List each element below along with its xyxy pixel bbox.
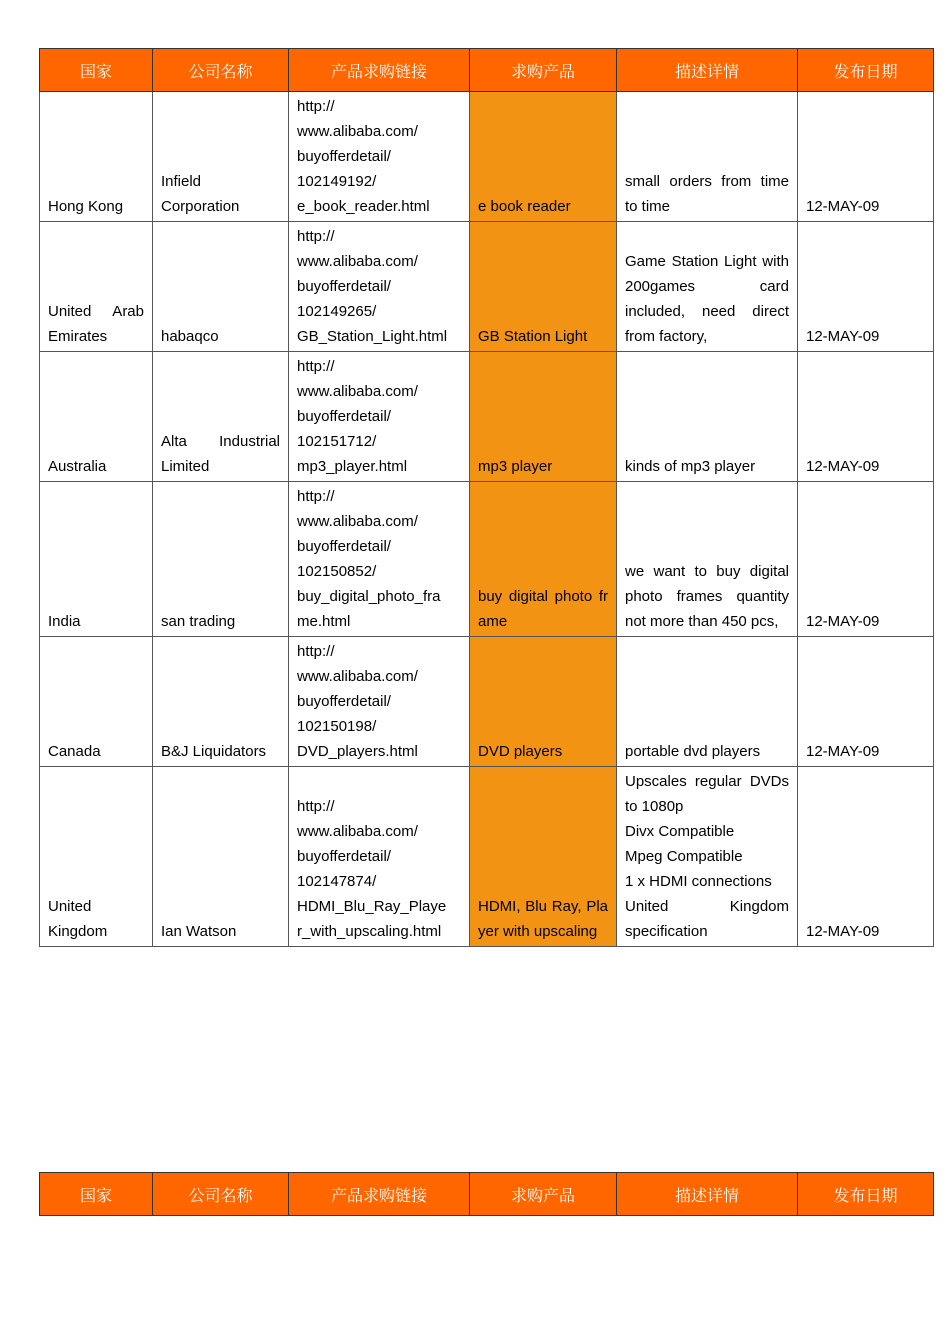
header-date: 发布日期 — [798, 1173, 934, 1216]
company-cell — [153, 222, 289, 352]
desc-text: small orders from time to time — [625, 173, 789, 215]
country-cell — [40, 222, 153, 352]
product-text: GB Station Light — [478, 328, 588, 345]
header-company: 公司名称 — [153, 1173, 289, 1216]
country-cell — [40, 767, 153, 947]
country-text: Australia — [48, 458, 107, 475]
header-company: 公司名称 — [153, 49, 289, 92]
buy-offer-table — [39, 48, 934, 947]
header-product: 求购产品 — [470, 49, 617, 92]
company-cell — [153, 482, 289, 637]
table-row — [40, 92, 934, 222]
date-text: 12-MAY-09 — [806, 743, 880, 760]
desc-cell — [617, 222, 798, 352]
company-cell — [153, 637, 289, 767]
buy-offer-table-continued — [39, 1172, 934, 1216]
company-cell — [153, 352, 289, 482]
link-text[interactable]: http:// www.alibaba.com/ buyofferdetail/ 102149265/ GB_Station_Light.html — [297, 228, 448, 345]
link-text[interactable]: http:// www.alibaba.com/ buyofferdetail/ 102150852/ buy_digital_photo_fra me.html — [297, 488, 441, 630]
link-cell[interactable] — [289, 92, 470, 222]
product-text: mp3 player — [478, 458, 553, 475]
table-row — [40, 637, 934, 767]
date-text: 12-MAY-09 — [806, 613, 880, 630]
company-text: B&J Liquidators — [161, 743, 267, 760]
table-row — [40, 767, 934, 947]
country-cell — [40, 352, 153, 482]
product-text: DVD players — [478, 743, 563, 760]
desc-cell — [617, 482, 798, 637]
header-product: 求购产品 — [470, 1173, 617, 1216]
country-text: United Arab Emirates — [48, 303, 144, 345]
company-text: san trading — [161, 613, 236, 630]
date-text: 12-MAY-09 — [806, 923, 880, 940]
date-cell — [798, 352, 934, 482]
date-text: 12-MAY-09 — [806, 458, 880, 475]
desc-text: Upscales regular DVDs to 1080p Divx Compatible Mpeg Compatible 1 x HDMI connections United Kingdom specification — [625, 773, 789, 940]
date-cell — [798, 767, 934, 947]
desc-cell — [617, 767, 798, 947]
header-country: 国家 — [40, 1173, 153, 1216]
company-cell — [153, 767, 289, 947]
product-cell — [470, 637, 617, 767]
date-cell — [798, 482, 934, 637]
country-text: United Kingdom — [48, 898, 108, 940]
header-link: 产品求购链接 — [289, 1173, 470, 1216]
country-text: India — [48, 613, 81, 630]
desc-text: portable dvd players — [625, 743, 761, 760]
company-cell — [153, 92, 289, 222]
product-text: HDMI, Blu Ray, Player with upscaling — [478, 898, 608, 940]
product-cell — [470, 767, 617, 947]
date-cell — [798, 637, 934, 767]
country-cell — [40, 637, 153, 767]
product-text: e book reader — [478, 198, 571, 215]
country-cell — [40, 92, 153, 222]
desc-text: Game Station Light with 200games card included, need direct from factory, — [625, 253, 789, 345]
link-cell[interactable] — [289, 352, 470, 482]
link-text[interactable]: http:// www.alibaba.com/ buyofferdetail/ 102149192/ e_book_reader.html — [297, 98, 430, 215]
product-cell — [470, 352, 617, 482]
link-cell[interactable] — [289, 222, 470, 352]
company-text: Ian Watson — [161, 923, 237, 940]
country-cell — [40, 482, 153, 637]
product-cell — [470, 482, 617, 637]
header-country: 国家 — [40, 49, 153, 92]
link-cell[interactable] — [289, 767, 470, 947]
date-cell — [798, 222, 934, 352]
date-text: 12-MAY-09 — [806, 328, 880, 345]
header-description: 描述详情 — [617, 1173, 798, 1216]
date-text: 12-MAY-09 — [806, 198, 880, 215]
company-text: habaqco — [161, 328, 219, 345]
company-text: Alta Industrial Limited — [161, 433, 280, 475]
desc-cell — [617, 637, 798, 767]
table-row — [40, 352, 934, 482]
link-cell[interactable] — [289, 482, 470, 637]
table-row — [40, 482, 934, 637]
product-cell — [470, 92, 617, 222]
product-text: buy digital photo frame — [478, 588, 608, 630]
desc-text: kinds of mp3 player — [625, 458, 756, 475]
country-text: Hong Kong — [48, 198, 124, 215]
desc-cell — [617, 352, 798, 482]
header-row — [40, 1173, 934, 1216]
header-link: 产品求购链接 — [289, 49, 470, 92]
link-text[interactable]: http:// www.alibaba.com/ buyofferdetail/ 102151712/ mp3_player.html — [297, 358, 418, 475]
country-text: Canada — [48, 743, 101, 760]
header-date: 发布日期 — [798, 49, 934, 92]
product-cell — [470, 222, 617, 352]
table-row — [40, 222, 934, 352]
desc-cell — [617, 92, 798, 222]
link-text[interactable]: http:// www.alibaba.com/ buyofferdetail/ 102147874/ HDMI_Blu_Ray_Playe r_with_upscaling.html — [297, 798, 447, 940]
link-cell[interactable] — [289, 637, 470, 767]
header-description: 描述详情 — [617, 49, 798, 92]
date-cell — [798, 92, 934, 222]
desc-text: we want to buy digital photo frames quantity not more than 450 pcs, — [625, 563, 789, 630]
header-row — [40, 49, 934, 92]
company-text: Infield Corporation — [161, 173, 240, 215]
link-text[interactable]: http:// www.alibaba.com/ buyofferdetail/ 102150198/ DVD_players.html — [297, 643, 418, 760]
